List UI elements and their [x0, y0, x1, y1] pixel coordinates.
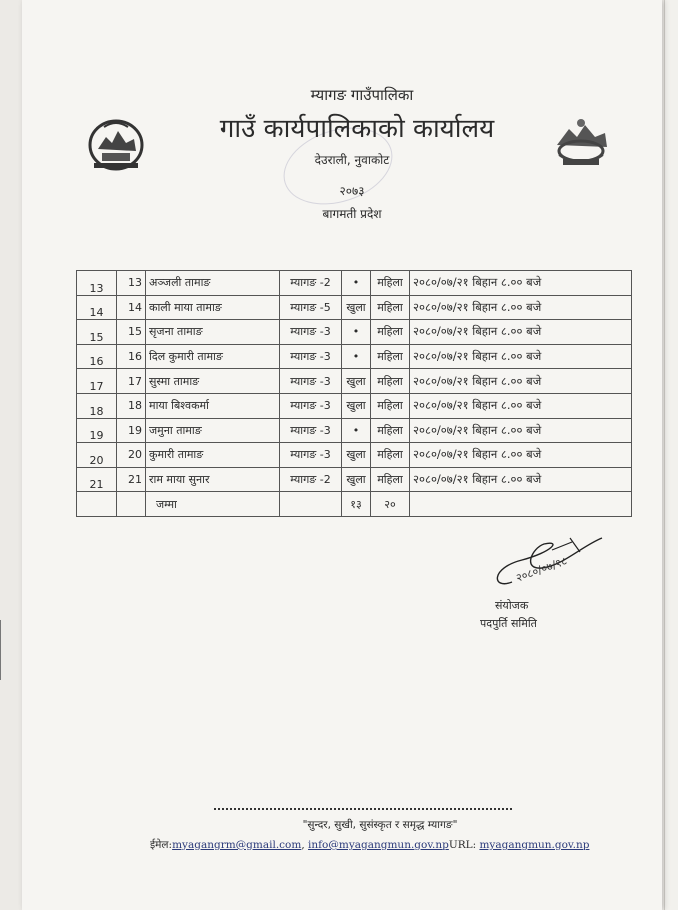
name-cell: कुमारी तामाङ	[146, 443, 280, 468]
municipality-name: म्यागङ गाउँपालिका	[310, 86, 414, 104]
serial-number-cell: 17	[77, 369, 117, 394]
table-row	[77, 467, 632, 492]
name-cell: राम माया सुनार	[146, 467, 280, 492]
applicant-number-cell: 15	[117, 320, 146, 345]
schedule-cell: २०८०/०७/२१ बिहान ८.०० बजे	[410, 443, 632, 468]
table-row	[77, 443, 632, 468]
gender-cell: महिला	[371, 320, 410, 345]
table-row	[77, 369, 632, 394]
ward-cell: म्यागङ -3	[280, 369, 342, 394]
table-row	[77, 295, 632, 320]
margin-mark	[0, 620, 1, 680]
ward-cell: म्यागङ -3	[280, 393, 342, 418]
committee-name: पदपुर्ति समिति	[480, 617, 537, 630]
name-cell: सुस्मा तामाङ	[146, 369, 280, 394]
gender-cell: महिला	[371, 418, 410, 443]
category-cell: •	[342, 418, 371, 443]
signatory-role: संयोजक	[495, 599, 529, 612]
ward-cell: म्यागङ -3	[280, 418, 342, 443]
total-cell: १३	[342, 492, 371, 517]
gender-cell: महिला	[371, 369, 410, 394]
email-link-info[interactable]: info@myagangmun.gov.np	[308, 839, 449, 851]
letterhead	[22, 85, 662, 222]
ward-cell: म्यागङ -3	[280, 443, 342, 468]
applicant-number-cell: 17	[117, 369, 146, 394]
website-link[interactable]: myagangmun.gov.np	[479, 839, 590, 851]
schedule-cell: २०८०/०७/२१ बिहान ८.०० बजे	[410, 369, 632, 394]
table-row	[77, 418, 632, 443]
applicant-number-cell: 14	[117, 295, 146, 320]
table-row	[77, 393, 632, 418]
name-cell: अञ्जली तामाङ	[146, 271, 280, 296]
contact-line	[150, 838, 589, 852]
applicant-number-cell: 18	[117, 393, 146, 418]
total-row	[77, 492, 632, 517]
applicant-number-cell: 20	[117, 443, 146, 468]
gender-cell: महिला	[371, 344, 410, 369]
email-separator: ,	[301, 839, 309, 851]
table-row	[77, 271, 632, 296]
schedule-cell: २०८०/०७/२१ बिहान ८.०० बजे	[410, 320, 632, 345]
office-name: गाउँ कार्यपालिकाको कार्यालय	[219, 114, 495, 144]
schedule-cell: २०८०/०७/२१ बिहान ८.०० बजे	[410, 295, 632, 320]
category-cell: खुला	[342, 393, 371, 418]
ward-cell: म्यागङ -5	[280, 295, 342, 320]
table-row	[77, 344, 632, 369]
total-cell	[77, 492, 117, 517]
applicant-number-cell: 21	[117, 467, 146, 492]
applicant-number-cell: 16	[117, 344, 146, 369]
category-cell: खुला	[342, 369, 371, 394]
category-cell: •	[342, 320, 371, 345]
email-label: ईमेल:	[150, 839, 173, 851]
ward-cell: म्यागङ -3	[280, 320, 342, 345]
serial-number-cell: 20	[77, 443, 117, 468]
schedule-cell: २०८०/०७/२१ बिहान ८.०० बजे	[410, 418, 632, 443]
gender-cell: महिला	[371, 393, 410, 418]
schedule-cell: २०८०/०७/२१ बिहान ८.०० बजे	[410, 271, 632, 296]
name-cell: सृजना तामाङ	[146, 320, 280, 345]
category-cell: •	[342, 344, 371, 369]
ward-cell: म्यागङ -3	[280, 344, 342, 369]
candidate-list-table	[76, 270, 632, 517]
applicant-number-cell: 13	[117, 271, 146, 296]
total-cell	[410, 492, 632, 517]
ward-cell: म्यागङ -2	[280, 467, 342, 492]
gender-cell: महिला	[371, 443, 410, 468]
serial-number-cell: 13	[77, 271, 117, 296]
municipality-slogan: "सुन्दर, सुखी, सुसंस्कृत र समृद्ध म्यागङ"	[302, 819, 458, 831]
serial-number-cell: 14	[77, 295, 117, 320]
footer-divider	[214, 808, 512, 810]
adjacent-page-edge	[664, 0, 678, 910]
name-cell: माया बिश्वकर्मा	[146, 393, 280, 418]
gender-cell: महिला	[371, 467, 410, 492]
schedule-cell: २०८०/०७/२१ बिहान ८.०० बजे	[410, 467, 632, 492]
gender-cell: महिला	[371, 271, 410, 296]
establishment-year: २०७३	[339, 184, 365, 198]
province-name: बागमती प्रदेश	[322, 207, 382, 221]
ward-cell: म्यागङ -2	[280, 271, 342, 296]
name-cell: दिल कुमारी तामाङ	[146, 344, 280, 369]
category-cell: खुला	[342, 467, 371, 492]
total-cell: जम्मा	[146, 492, 280, 517]
serial-number-cell: 15	[77, 320, 117, 345]
email-link-primary[interactable]: myagangrm@gmail.com	[172, 839, 302, 851]
name-cell: काली माया तामाङ	[146, 295, 280, 320]
gender-cell: महिला	[371, 295, 410, 320]
url-label: URL:	[448, 839, 480, 851]
total-cell	[117, 492, 146, 517]
schedule-cell: २०८०/०७/२१ बिहान ८.०० बजे	[410, 393, 632, 418]
category-cell: खुला	[342, 295, 371, 320]
total-cell: २०	[371, 492, 410, 517]
serial-number-cell: 19	[77, 418, 117, 443]
schedule-cell: २०८०/०७/२१ बिहान ८.०० बजे	[410, 344, 632, 369]
serial-number-cell: 21	[77, 467, 117, 492]
category-cell: •	[342, 271, 371, 296]
table-row	[77, 320, 632, 345]
office-location: देउराली, नुवाकोट	[314, 153, 390, 167]
signature-date: २०८०/०७/१८	[514, 554, 569, 585]
serial-number-cell: 18	[77, 393, 117, 418]
serial-number-cell: 16	[77, 344, 117, 369]
applicant-number-cell: 19	[117, 418, 146, 443]
name-cell: जमुना तामाङ	[146, 418, 280, 443]
total-cell	[280, 492, 342, 517]
category-cell: खुला	[342, 443, 371, 468]
